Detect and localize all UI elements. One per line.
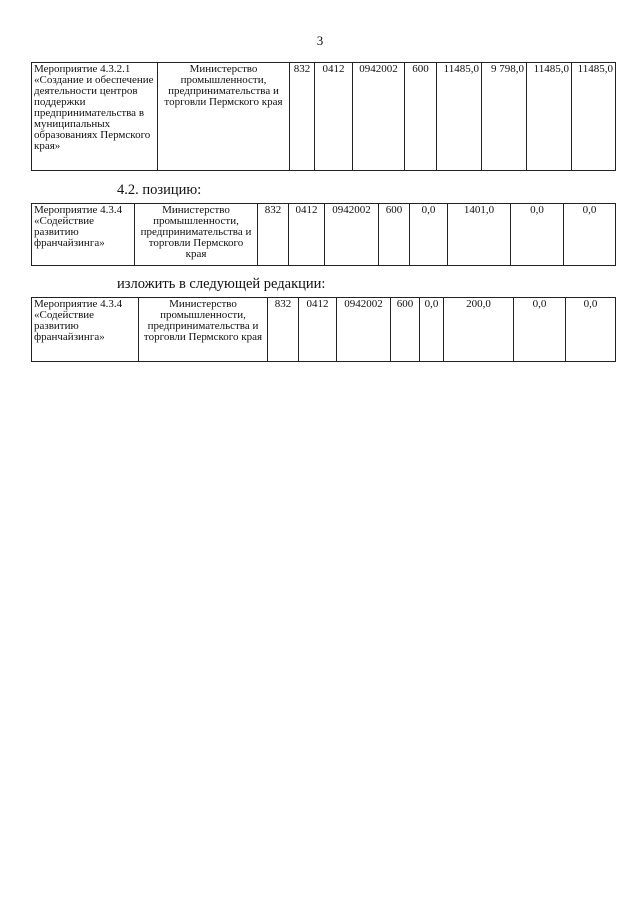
expense-type-cell: 600 bbox=[405, 63, 437, 171]
amount-cell: 9 798,0 bbox=[482, 63, 527, 171]
code-cell: 832 bbox=[290, 63, 315, 171]
position-label: 4.2. позицию: bbox=[117, 182, 202, 198]
amount-cell: 11485,0 bbox=[572, 63, 616, 171]
page-number: 3 bbox=[316, 33, 324, 48]
expense-type-cell: 600 bbox=[379, 204, 410, 266]
amount-cell: 0,0 bbox=[566, 298, 616, 362]
code-cell: 832 bbox=[258, 204, 289, 266]
section-cell: 0412 bbox=[289, 204, 325, 266]
amount-cell: 11485,0 bbox=[437, 63, 482, 171]
amount-cell: 1401,0 bbox=[448, 204, 511, 266]
expense-type-cell: 600 bbox=[391, 298, 420, 362]
amount-cell: 0,0 bbox=[564, 204, 616, 266]
table-measure-4-3-4-old bbox=[31, 203, 616, 266]
executor-cell: Министерство промышленности, предпринимательства и торговли Пермского края bbox=[158, 63, 290, 171]
section-cell: 0412 bbox=[299, 298, 337, 362]
target-article-cell: 0942002 bbox=[353, 63, 405, 171]
target-article-cell: 0942002 bbox=[325, 204, 379, 266]
table-row bbox=[32, 298, 616, 362]
table-row bbox=[32, 204, 616, 266]
target-article-cell: 0942002 bbox=[337, 298, 391, 362]
edit-instruction-label: изложить в следующей редакции: bbox=[117, 276, 326, 292]
executor-cell: Министерство промышленности, предпринимательства и торговли Пермского края bbox=[139, 298, 268, 362]
measure-name-cell: Мероприятие 4.3.2.1 «Создание и обеспечение деятельности центров поддержки предпринимательства в муниципальных образованиях Пермского края» bbox=[32, 63, 158, 171]
amount-cell: 11485,0 bbox=[527, 63, 572, 171]
table-row bbox=[32, 63, 616, 171]
section-cell: 0412 bbox=[315, 63, 353, 171]
amount-cell: 0,0 bbox=[514, 298, 566, 362]
amount-cell: 0,0 bbox=[410, 204, 448, 266]
executor-cell: Министерство промышленности, предпринимательства и торговли Пермского края bbox=[135, 204, 258, 266]
measure-name-cell: Мероприятие 4.3.4 «Содействие развитию франчайзинга» bbox=[32, 298, 139, 362]
amount-cell: 200,0 bbox=[444, 298, 514, 362]
measure-name-cell: Мероприятие 4.3.4 «Содействие развитию франчайзинга» bbox=[32, 204, 135, 266]
amount-cell: 0,0 bbox=[511, 204, 564, 266]
table-measure-4-3-2-1 bbox=[31, 62, 616, 171]
amount-cell: 0,0 bbox=[420, 298, 444, 362]
code-cell: 832 bbox=[268, 298, 299, 362]
table-measure-4-3-4-new bbox=[31, 297, 616, 362]
